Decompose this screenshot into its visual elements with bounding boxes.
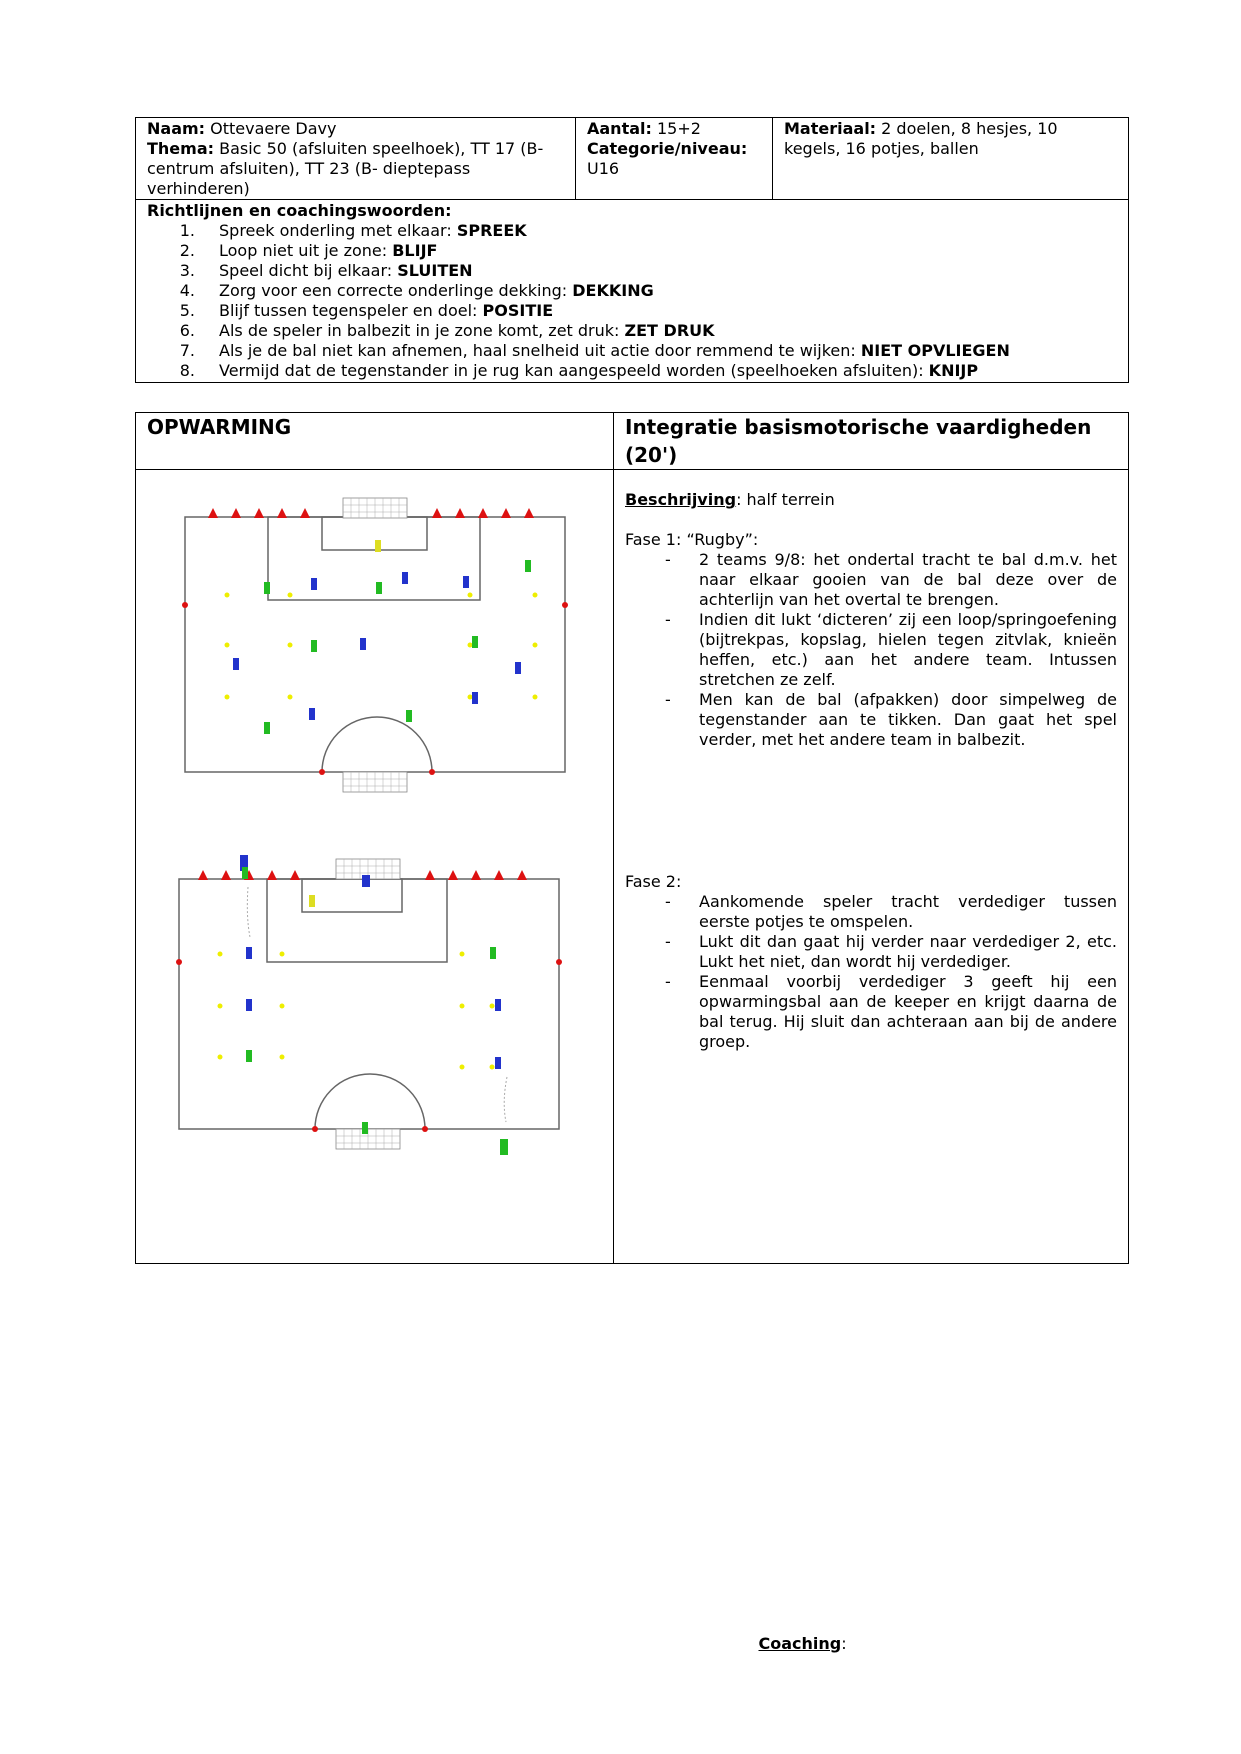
richtlijn-label: Blijf tussen tegenspeler en doel: [219,301,483,320]
richtlijn-keyword: NIET OPVLIEGEN [860,341,1010,360]
phase-item [625,610,1117,690]
phase-item-text: Aankomende speler tracht verdediger tussen eerste potjes te omspelen. [699,892,1117,931]
beschrijving-label: Beschrijving [625,490,737,509]
materiaal-label: Materiaal: [784,119,877,138]
richtlijn-item [147,361,1118,381]
richtlijn-item [147,261,1118,281]
richtlijn-text [219,321,715,341]
richtlijn-number: 3. [179,261,195,280]
richtlijn-text [219,261,473,281]
aantal-cell [576,118,773,200]
thema-label: Thema: [147,139,215,158]
richtlijn-keyword: DEKKING [572,281,654,300]
richtlijn-text [219,341,1010,361]
richtlijn-label: Vermijd dat de tegenstander in je rug kan aangespeeld worden (speelhoeken afsluiten): [219,361,929,380]
fase1-list [625,550,1117,750]
coaching-label: Coaching [758,1633,842,1653]
fase2-list [625,892,1117,1052]
phase-item [625,550,1117,610]
richtlijn-item [147,241,1118,261]
beschrijving-value: : half terrein [736,490,835,509]
richtlijn-label: Als je de bal niet kan afnemen, haal snelheid uit actie door remmend te wijken: [219,341,861,360]
phase-item [625,932,1117,972]
richtlijn-item [147,301,1118,321]
aantal-label: Aantal: [587,119,652,138]
richtlijn-item [147,221,1118,241]
phase-item-text: Lukt dit dan gaat hij verder naar verdediger 2, etc. Lukt het niet, dan wordt hij verdediger. [699,932,1117,971]
bullet-dash: - [665,932,671,951]
richtlijn-item [147,321,1118,341]
description-cell [614,470,1129,1653]
bullet-dash: - [665,972,671,991]
richtlijn-text [219,241,437,261]
richtlijn-item [147,341,1118,361]
richtlijnen-list [147,221,1118,381]
richtlijn-label: Zorg voor een correcte onderlinge dekking: [219,281,573,300]
naam-value: Ottevaere Davy [205,119,337,138]
field-diagram-fase2 [172,847,572,1167]
phase-item-text: Indien dit lukt ‘dicteren’ zij een loop/springoefening (bijtrekpas, kopslag, hielen tegen zitvlak, knieën heffen, etc.) aan het andere team. Intussen stretchen ze zelf. [699,610,1117,689]
info-table [135,117,1129,383]
richtlijn-number: 6. [179,321,195,340]
richtlijn-label: Als de speler in balbezit in je zone komt, zet druk: [219,321,625,340]
phase-item [625,690,1117,750]
richtlijn-keyword: SLUITEN [397,261,473,280]
fase1-title: Fase 1: “Rugby”: [625,530,759,549]
richtlijn-number: 8. [179,361,195,380]
field-diagram-fase1 [180,490,580,800]
phase-item-text: Eenmaal voorbij verdediger 3 geeft hij een opwarmingsbal aan de keeper en krijgt daarna de bal terug. Hij sluit dan achteraan aan bij de andere groep. [699,972,1117,1051]
naam-thema-cell [136,118,576,200]
richtlijnen-cell [136,200,1129,383]
materiaal-cell [773,118,1129,200]
aantal-value: 15+2 [651,119,701,138]
richtlijn-number: 5. [179,301,195,320]
richtlijnen-title: Richtlijnen en coachingswoorden: [147,201,452,220]
categorie-label: Categorie/niveau: [587,139,748,158]
richtlijn-label: Loop niet uit je zone: [219,241,393,260]
richtlijn-number: 7. [179,341,195,360]
richtlijn-number: 1. [179,221,195,240]
coaching-value: : [841,1633,847,1653]
phase-item-text: 2 teams 9/8: het ondertal tracht te bal d.m.v. het naar elkaar gooien van de bal deze over de achterlijn van het overtal te brengen. [699,550,1117,609]
richtlijn-number: 4. [179,281,195,300]
richtlijn-number: 2. [179,241,195,260]
richtlijn-keyword: POSITIE [482,301,554,320]
phase-item [625,972,1117,1052]
richtlijn-keyword: ZET DRUK [624,321,715,340]
bullet-dash: - [665,610,671,629]
materiaal-value: 2 doelen, 8 hesjes, 10 kegels, 16 potjes, ballen [784,119,1058,158]
richtlijn-text [219,361,978,381]
naam-label: Naam: [147,119,206,138]
fase2-title: Fase 2: [625,872,682,891]
phase-item-text: Men kan de bal (afpakken) door simpelweg de tegenstander aan te tikken. Dan gaat het spel verder, met het andere team in balbezit. [699,690,1117,749]
thema-value: Basic 50 (afsluiten speelhoek), TT 17 (B- centrum afsluiten), TT 23 (B- dieptepass verhinderen) [147,139,544,198]
richtlijn-text [219,221,527,241]
section-subtitle: Integratie basismotorische vaardigheden (20') [614,413,1129,470]
richtlijn-keyword: BLIJF [392,241,438,260]
phase-item [625,892,1117,932]
bullet-dash: - [665,690,671,709]
richtlijn-text [219,301,553,321]
richtlijn-keyword: KNIJP [928,361,979,380]
opwarming-title: OPWARMING [136,413,614,470]
richtlijn-text [219,281,654,301]
bullet-dash: - [665,550,671,569]
bullet-dash: - [665,892,671,911]
richtlijn-label: Speel dicht bij elkaar: [219,261,398,280]
richtlijn-item [147,281,1118,301]
richtlijn-label: Spreek onderling met elkaar: [219,221,457,240]
richtlijn-keyword: SPREEK [456,221,527,240]
categorie-value: U16 [587,159,620,178]
